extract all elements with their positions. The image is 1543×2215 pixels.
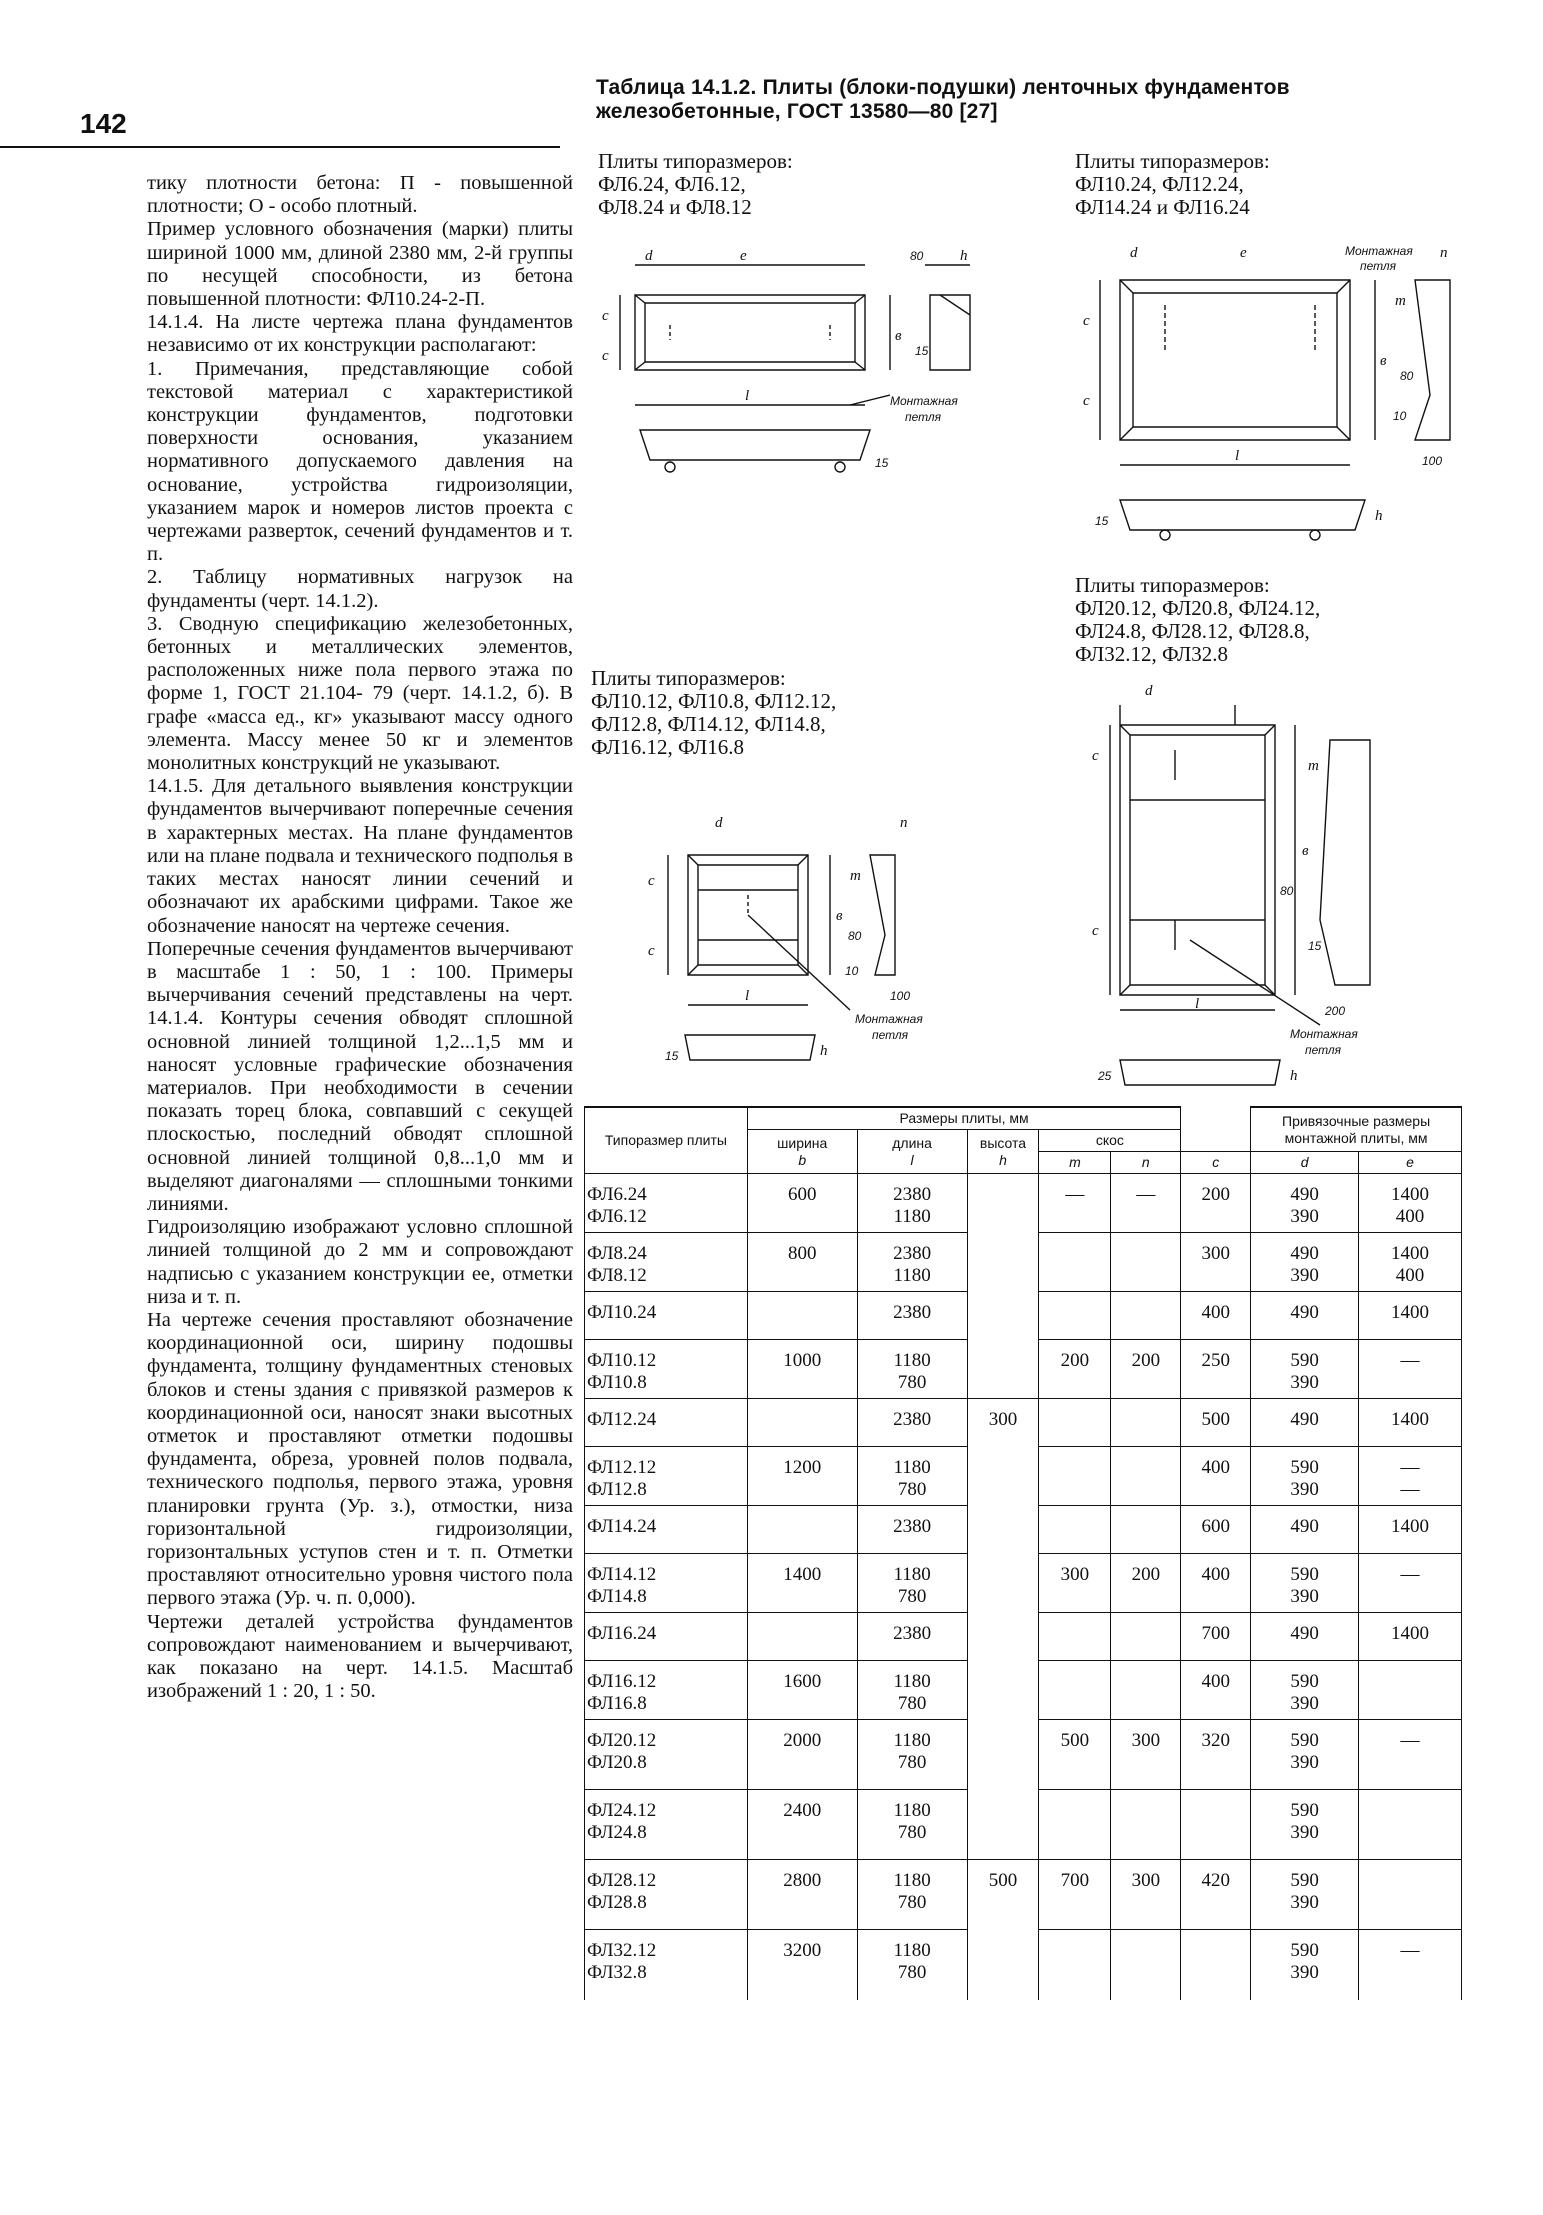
left-text-column — [147, 172, 573, 1703]
cell-m: — — [1039, 1174, 1111, 1233]
dim-label: 100 — [1422, 454, 1443, 468]
cell-d: 490 390 — [1251, 1174, 1359, 1233]
caption-line: ФЛ14.24 и ФЛ16.24 — [1075, 195, 1250, 219]
cell-b: 800 — [747, 1233, 857, 1292]
cell-n: 300 — [1111, 1720, 1181, 1790]
cell-m — [1039, 1233, 1111, 1292]
table-row — [585, 1860, 1462, 1930]
cell-type: ФЛ14.12 ФЛ14.8 — [585, 1554, 748, 1613]
cell-h — [967, 1506, 1039, 1554]
cell-c: 420 — [1181, 1860, 1251, 1930]
cell-d: 490 390 — [1251, 1233, 1359, 1292]
cell-e: — — [1359, 1720, 1462, 1790]
cell-c: 250 — [1181, 1340, 1251, 1399]
cell-b: 2800 — [747, 1860, 857, 1930]
dim-label: m — [1395, 293, 1406, 309]
table-row — [585, 1292, 1462, 1340]
dim-label: 80 — [1400, 369, 1414, 383]
cell-h — [967, 1174, 1039, 1233]
spec-table — [584, 1106, 1462, 2000]
cell-type: ФЛ8.24 ФЛ8.12 — [585, 1233, 748, 1292]
dim-label: 25 — [1098, 1069, 1112, 1083]
cell-type: ФЛ20.12 ФЛ20.8 — [585, 1720, 748, 1790]
paragraph: Чертежи деталей устройства фундаментов сопровождают наименованием и вычерчивают, как показано на черт. 14.1.5. Масштаб изображений 1 : 20, 1 : 50. — [147, 1610, 573, 1703]
cell-h — [967, 1447, 1039, 1506]
cell-e: — — [1359, 1554, 1462, 1613]
cell-m — [1039, 1613, 1111, 1661]
loop-label: петля — [872, 1028, 909, 1042]
cell-b — [747, 1613, 857, 1661]
table-row — [585, 1661, 1462, 1720]
dim-label: в — [836, 908, 843, 924]
cell-n: — — [1111, 1174, 1181, 1233]
drawing-fl6-fl8 — [590, 245, 1010, 490]
table-row — [585, 1554, 1462, 1613]
cell-e — [1359, 1860, 1462, 1930]
cell-c: 300 — [1181, 1233, 1251, 1292]
dim-label: l — [1195, 996, 1200, 1012]
header-c: c — [1181, 1152, 1251, 1174]
dim-label: c — [648, 943, 655, 959]
cell-c: 600 — [1181, 1506, 1251, 1554]
caption-line: ФЛ16.12, ФЛ16.8 — [591, 735, 745, 759]
caption-line: ФЛ20.12, ФЛ20.8, ФЛ24.12, — [1075, 596, 1321, 620]
dim-label: 10 — [845, 964, 859, 978]
cell-n — [1111, 1506, 1181, 1554]
cell-l: 2380 1180 — [857, 1233, 967, 1292]
loop-label: петля — [1305, 1043, 1342, 1057]
dim-label: c — [602, 348, 609, 364]
cell-n — [1111, 1661, 1181, 1720]
dim-label: h — [1290, 1068, 1298, 1084]
header-anchor: Привязочные размеры монтажной плиты, мм — [1251, 1107, 1462, 1152]
caption-line: ФЛ6.24, ФЛ6.12, — [598, 172, 746, 196]
cell-c: 400 — [1181, 1554, 1251, 1613]
cell-d: 590 390 — [1251, 1554, 1359, 1613]
dim-label: c — [648, 873, 655, 889]
cell-c — [1181, 1790, 1251, 1860]
cell-c: 200 — [1181, 1174, 1251, 1233]
dim-label: c — [1092, 923, 1099, 939]
cell-l: 2380 — [857, 1613, 967, 1661]
cell-m — [1039, 1292, 1111, 1340]
dim-label: в — [1302, 843, 1309, 859]
cell-m — [1039, 1661, 1111, 1720]
paragraph: 1. Примечания, представляющие собой текстовой материал с характеристикой конструкции фундаментов, подготовки поверхности основания, указанием нормативного допускаемого давления на основание, устройства гидроизоляции, указанием марок и номеров листов проекта с чертежами разверток, сечений фундаментов и т. п. — [147, 357, 573, 566]
caption-line: Плиты типоразмеров: — [598, 149, 793, 173]
cell-b: 1400 — [747, 1554, 857, 1613]
cell-h — [967, 1790, 1039, 1860]
cell-d: 590 390 — [1251, 1720, 1359, 1790]
dim-label: d — [1130, 245, 1138, 261]
dim-label: h — [1375, 508, 1383, 524]
drawing-fl10-12 — [640, 815, 960, 1080]
cell-type: ФЛ32.12 ФЛ32.8 — [585, 1930, 748, 2000]
cell-l: 1180 780 — [857, 1661, 967, 1720]
caption-line: ФЛ12.8, ФЛ14.12, ФЛ14.8, — [591, 712, 826, 736]
table-body — [585, 1174, 1462, 2000]
cell-n — [1111, 1790, 1181, 1860]
cell-e: 1400 400 — [1359, 1174, 1462, 1233]
caption-line: ФЛ8.24 и ФЛ8.12 — [598, 195, 752, 219]
cell-n — [1111, 1930, 1181, 2000]
dim-label: l — [745, 388, 750, 404]
cell-c: 400 — [1181, 1292, 1251, 1340]
cell-b: 1600 — [747, 1661, 857, 1720]
header-height: высота h — [967, 1130, 1039, 1174]
cell-d: 590 390 — [1251, 1790, 1359, 1860]
dim-label: h — [960, 248, 968, 264]
plan-inner — [645, 303, 855, 362]
cell-c: 700 — [1181, 1613, 1251, 1661]
cell-n — [1111, 1399, 1181, 1447]
paragraph: Поперечные сечения фундаментов вычерчивают в масштабе 1 : 50, 1 : 100. Примеры вычерчивания сечений представлены на черт. 14.1.4. Контуры сечения обводят сплошной основной линией толщиной 1,2...1,5 мм и наносят условные графические обозначения материалов. При необходимости в сечении показать торец блока, совпавший с секущей плоскостью, последний обводят сплошной основной линией толщиной 0,8...1,0 мм и выделяют диагоналями — сплошными тонкими линиями. — [147, 937, 573, 1215]
dim-label: c — [1083, 313, 1090, 329]
cell-d: 490 — [1251, 1506, 1359, 1554]
caption-line: ФЛ10.12, ФЛ10.8, ФЛ12.12, — [591, 689, 837, 713]
cell-e: 1400 — [1359, 1292, 1462, 1340]
cell-c: 400 — [1181, 1447, 1251, 1506]
cell-n: 200 — [1111, 1340, 1181, 1399]
dim-label: в — [1380, 353, 1387, 369]
header-n: n — [1111, 1152, 1181, 1174]
dim-label: d — [715, 815, 723, 831]
drawing-fl10-24 — [1075, 245, 1475, 550]
cell-b — [747, 1292, 857, 1340]
cell-d: 590 390 — [1251, 1447, 1359, 1506]
cell-d: 590 390 — [1251, 1661, 1359, 1720]
cell-d: 590 390 — [1251, 1340, 1359, 1399]
cell-l: 2380 — [857, 1506, 967, 1554]
cell-b: 1000 — [747, 1340, 857, 1399]
cell-h: 500 — [967, 1860, 1039, 1930]
cell-l: 1180 780 — [857, 1447, 967, 1506]
cell-n: 300 — [1111, 1860, 1181, 1930]
cell-h — [967, 1720, 1039, 1790]
dim-label: m — [1308, 758, 1319, 774]
cell-type: ФЛ12.12 ФЛ12.8 — [585, 1447, 748, 1506]
cell-b: 2000 — [747, 1720, 857, 1790]
paragraph: Гидроизоляцию изображают условно сплошной линией толщиной до 2 мм и сопровождают надписью с указанием конструкции ее, отметки низа и т. п. — [147, 1216, 573, 1308]
cell-h — [967, 1233, 1039, 1292]
cell-c: 400 — [1181, 1661, 1251, 1720]
table-row — [585, 1447, 1462, 1506]
table-row — [585, 1506, 1462, 1554]
cell-e — [1359, 1661, 1462, 1720]
header-m: m — [1039, 1152, 1111, 1174]
loop-label: Монтажная — [855, 1012, 923, 1026]
cell-l: 1180 780 — [857, 1554, 967, 1613]
dim-label: 15 — [665, 1049, 679, 1063]
dim-label: 80 — [910, 249, 924, 263]
cell-e: — — [1359, 1930, 1462, 2000]
loop-label: Монтажная — [1290, 1027, 1358, 1041]
cell-d: 490 — [1251, 1613, 1359, 1661]
cell-b: 1200 — [747, 1447, 857, 1506]
cell-h: 300 — [967, 1399, 1039, 1447]
dim-label: e — [1240, 245, 1247, 261]
cell-m: 300 — [1039, 1554, 1111, 1613]
cell-n — [1111, 1233, 1181, 1292]
loop-label: Монтажная — [890, 394, 958, 408]
paragraph: 2. Таблицу нормативных нагрузок на фундаменты (черт. 14.1.2). — [147, 566, 573, 612]
cell-m — [1039, 1447, 1111, 1506]
dim-label: 15 — [1308, 939, 1322, 953]
cell-e — [1359, 1790, 1462, 1860]
cell-type: ФЛ10.12 ФЛ10.8 — [585, 1340, 748, 1399]
group-caption-3 — [1075, 574, 1320, 666]
dim-label: 100 — [890, 989, 911, 1003]
cell-l: 1180 780 — [857, 1930, 967, 2000]
table-row — [585, 1790, 1462, 1860]
dim-label: l — [745, 988, 750, 1004]
cell-e: 1400 400 — [1359, 1233, 1462, 1292]
cell-d: 490 — [1251, 1399, 1359, 1447]
cell-l: 1180 780 — [857, 1790, 967, 1860]
dim-label: d — [645, 248, 653, 264]
dim-label: e — [740, 248, 747, 264]
cell-l: 1180 780 — [857, 1860, 967, 1930]
cell-d: 590 390 — [1251, 1930, 1359, 2000]
cell-n — [1111, 1613, 1181, 1661]
dim-label: l — [1235, 448, 1240, 464]
dim-label: 15 — [915, 344, 929, 358]
paragraph: 14.1.5. Для детального выявления конструкции фундаментов вычерчивают поперечные сечения в характерных местах. На плане фундаментов или на плане подвала и технического подполья в таких местах наносят линии сечений и обозначают их арабскими цифрами. Такое же обозначение наносят на чертеже сечения. — [147, 775, 573, 937]
cell-l: 2380 — [857, 1399, 967, 1447]
cell-e: — — [1359, 1340, 1462, 1399]
cell-n: 200 — [1111, 1554, 1181, 1613]
cell-c — [1181, 1930, 1251, 2000]
dim-label: h — [820, 1043, 828, 1059]
cell-h — [967, 1340, 1039, 1399]
cell-l: 1180 780 — [857, 1340, 967, 1399]
dim-label: 15 — [1095, 514, 1109, 528]
header-dims: Размеры плиты, мм — [747, 1107, 1180, 1130]
table-row — [585, 1613, 1462, 1661]
page-number: 142 — [80, 108, 127, 139]
cell-type: ФЛ12.24 — [585, 1399, 748, 1447]
header-e: e — [1359, 1152, 1462, 1174]
table-row — [585, 1340, 1462, 1399]
loop-label: петля — [905, 410, 942, 424]
dim-label: 80 — [848, 929, 862, 943]
cell-m: 500 — [1039, 1720, 1111, 1790]
cell-type: ФЛ14.24 — [585, 1506, 748, 1554]
cell-b — [747, 1506, 857, 1554]
dim-label: n — [900, 815, 908, 831]
loop-label: петля — [1360, 259, 1397, 273]
header-spacer — [1181, 1107, 1251, 1130]
cell-m — [1039, 1399, 1111, 1447]
table-row — [585, 1720, 1462, 1790]
cell-type: ФЛ6.24 ФЛ6.12 — [585, 1174, 748, 1233]
caption-line: ФЛ10.24, ФЛ12.24, — [1075, 172, 1244, 196]
caption-line: ФЛ24.8, ФЛ28.12, ФЛ28.8, — [1075, 619, 1310, 643]
caption-line: ФЛ32.12, ФЛ32.8 — [1075, 642, 1229, 666]
table-row — [585, 1233, 1462, 1292]
dim-label: c — [1083, 393, 1090, 409]
cell-m — [1039, 1930, 1111, 2000]
dim-label: c — [602, 308, 609, 324]
drawing-fl20-fl32 — [1080, 680, 1380, 1085]
cell-d: 590 390 — [1251, 1860, 1359, 1930]
caption-line: Плиты типоразмеров: — [1075, 573, 1270, 597]
dim-label: d — [1145, 683, 1153, 699]
cell-m — [1039, 1790, 1111, 1860]
header-d: d — [1251, 1152, 1359, 1174]
dim-label: в — [895, 328, 902, 344]
cell-d: 490 — [1251, 1292, 1359, 1340]
cell-h — [967, 1661, 1039, 1720]
cell-n — [1111, 1292, 1181, 1340]
cell-m — [1039, 1506, 1111, 1554]
cell-l: 1180 780 — [857, 1720, 967, 1790]
table-row — [585, 1930, 1462, 2000]
cell-type: ФЛ10.24 — [585, 1292, 748, 1340]
header-bevel: скос — [1039, 1130, 1181, 1152]
cell-e: 1400 — [1359, 1613, 1462, 1661]
table-title: Таблица 14.1.2. Плиты (блоки-подушки) ленточных фундаментов железобетонные, ГОСТ 13580—80 [27] — [596, 76, 1290, 123]
header-type: Типоразмер плиты — [585, 1107, 748, 1174]
cell-n — [1111, 1447, 1181, 1506]
table-row — [585, 1399, 1462, 1447]
cell-l: 2380 1180 — [857, 1174, 967, 1233]
cell-e: 1400 — [1359, 1399, 1462, 1447]
cell-h — [967, 1613, 1039, 1661]
dim-label: 200 — [1325, 1004, 1346, 1018]
group-caption-4 — [591, 667, 836, 759]
cell-h — [967, 1930, 1039, 2000]
dim-label: 10 — [1393, 409, 1407, 423]
header-length: длина l — [857, 1130, 967, 1174]
dim-label: c — [1092, 748, 1099, 764]
group-caption-2 — [1075, 150, 1270, 219]
cell-type: ФЛ16.12 ФЛ16.8 — [585, 1661, 748, 1720]
cell-h — [967, 1292, 1039, 1340]
header-spacer — [1181, 1130, 1251, 1152]
cell-type: ФЛ24.12 ФЛ24.8 — [585, 1790, 748, 1860]
paragraph: На чертеже сечения проставляют обозначение координационной оси, ширину подошвы фундамента, толщину фундаментных стеновых блоков и стены здания с привязкой размеров к координационной оси, наносят знаки высотных отметок и проставляют отметки подошвы фундамента, обреза, уровней полов подвала, технического подполья, первого этажа, уровня планировки грунта (Ур. з.), отмостки, низа горизонтальной гидроизоляции, горизонтальных уступов стен и т. п. Отметки проставляют относительно уровня чистого пола первого этажа (Ур. ч. п. 0,000). — [147, 1308, 573, 1610]
table-row — [585, 1174, 1462, 1233]
cell-b: 600 — [747, 1174, 857, 1233]
header-rule — [0, 146, 560, 148]
cell-l: 2380 — [857, 1292, 967, 1340]
cell-b: 3200 — [747, 1930, 857, 2000]
paragraph: тику плотности бетона: П - повышенной плотности; О - особо плотный. — [147, 172, 573, 218]
header-width: ширина b — [747, 1130, 857, 1174]
cell-type: ФЛ28.12 ФЛ28.8 — [585, 1860, 748, 1930]
cell-e: 1400 — [1359, 1506, 1462, 1554]
cell-m: 200 — [1039, 1340, 1111, 1399]
dim-label: 80 — [1280, 884, 1294, 898]
paragraph: 3. Сводную спецификацию железобетонных, бетонных и металлических элементов, расположенных ниже пола первого этажа по форме 1, ГОСТ 21.104- 79 (черт. 14.1.2, б). В графе «масса ед., кг» указывают массу одного элемента. Массу менее 50 кг и элементов монолитных конструкций не указывают. — [147, 612, 573, 775]
caption-line: Плиты типоразмеров: — [591, 666, 786, 690]
cell-m: 700 — [1039, 1860, 1111, 1930]
cell-b — [747, 1399, 857, 1447]
cell-type: ФЛ16.24 — [585, 1613, 748, 1661]
loop-label: Монтажная — [1345, 244, 1413, 258]
cell-e: — — — [1359, 1447, 1462, 1506]
paragraph: Пример условного обозначения (марки) плиты шириной 1000 мм, длиной 2380 мм, 2-й группы по несущей способности, из бетона повышенной плотности: ФЛ10.24-2-П. — [147, 218, 573, 311]
cell-c: 320 — [1181, 1720, 1251, 1790]
caption-line: Плиты типоразмеров: — [1075, 149, 1270, 173]
cell-h — [967, 1554, 1039, 1613]
cell-b: 2400 — [747, 1790, 857, 1860]
dim-label: m — [850, 868, 861, 884]
group-caption-1 — [598, 150, 793, 219]
dim-label: n — [1440, 245, 1448, 261]
paragraph: 14.1.4. На листе чертежа плана фундаментов независимо от их конструкции располагают: — [147, 311, 573, 357]
dim-label: 15 — [875, 456, 889, 470]
cell-c: 500 — [1181, 1399, 1251, 1447]
